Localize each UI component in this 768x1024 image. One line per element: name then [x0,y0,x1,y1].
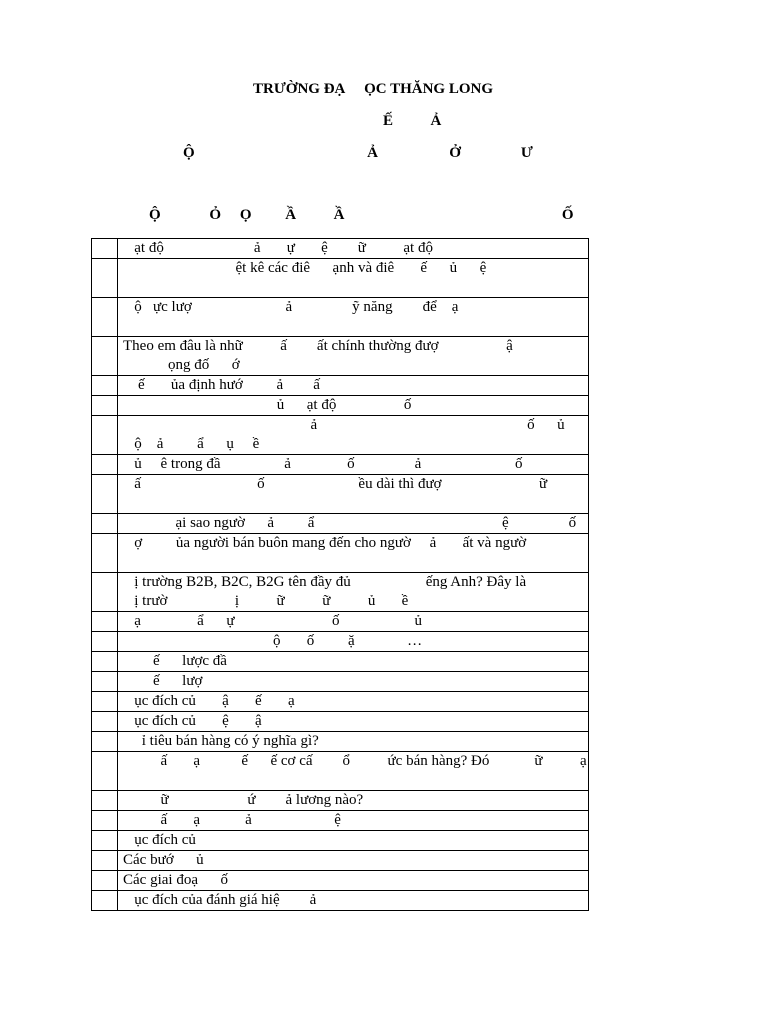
question-text: ữ ứ ả lương nào? [123,792,364,808]
row-number-cell [92,652,118,672]
table-row [92,475,589,514]
table-row [92,573,589,612]
question-text: ủ ê trong đầ ả ố ả ố [123,456,523,472]
question-cell [118,573,589,612]
question-text: Theo em đâu là nhữ ấ ất chính thường đượ ậ [123,338,513,354]
row-number-cell [92,475,118,514]
question-cell [118,416,589,455]
row-number-cell [92,612,118,632]
question-text: ủ ạt độ ố [123,397,412,413]
question-text: ế ủa định hướ ả ấ [123,377,320,393]
question-cell [118,632,589,652]
row-number-cell [92,811,118,831]
document-title: TRƯỜNG ĐẠ ỌC THĂNG LONG [253,81,494,97]
table-row [92,851,589,871]
question-text: ị trường B2B, B2C, B2G tên đầy đủ ếng Anh? Đây là [123,574,527,590]
row-number-cell [92,672,118,692]
question-cell [118,475,589,514]
table-row [92,871,589,891]
row-number-cell [92,259,118,298]
table-row [92,692,589,712]
row-number-cell [92,534,118,573]
table-row [92,298,589,337]
question-text: ục đích củ ậ ế ạ [123,693,295,709]
table-row [92,376,589,396]
question-cell [118,376,589,396]
row-number-cell [92,337,118,376]
question-cell [118,259,589,298]
question-text: ệt kê các điê ạnh và điê ế ủ ệ [123,260,487,276]
question-text: ộ ố ặ … [123,633,423,649]
question-cell [118,831,589,851]
question-cell [118,672,589,692]
row-number-cell [92,692,118,712]
table-row [92,732,589,752]
row-number-cell [92,831,118,851]
question-text: ợ ủa người bán buôn mang đến cho ngườ ả ất và ngườ [123,535,527,551]
question-text: ộ ực lượ ả ỹ năng để ạ [123,299,459,315]
row-number-cell [92,851,118,871]
document-heading: Ộ Ả Ở Ư [183,145,533,161]
question-cell [118,514,589,534]
row-number-cell [92,416,118,455]
question-cell [118,712,589,732]
question-text: ạ ẩ ự ố ủ [123,613,422,629]
table-row [92,514,589,534]
table-row [92,239,589,259]
question-text: ế lược đầ [123,653,227,669]
row-number-cell [92,396,118,416]
question-text: ục đích củ [123,832,196,848]
question-cell [118,791,589,811]
table-row [92,712,589,732]
question-text: ả ố ủ [123,417,565,433]
row-number-cell [92,376,118,396]
question-table [91,238,589,911]
question-cell [118,871,589,891]
row-number-cell [92,455,118,475]
question-cell [118,612,589,632]
question-cell [118,239,589,259]
document-subtitle: Ế Ả [383,113,442,129]
question-cell [118,811,589,831]
question-text: ại sao ngườ ả ẩ ệ ố [123,515,577,531]
table-row [92,672,589,692]
row-number-cell [92,891,118,911]
question-cell [118,455,589,475]
table-row [92,455,589,475]
question-text: ỉ tiêu bán hàng có ý nghĩa gì? [123,733,319,749]
question-text: ấ ố ều dài thì đượ ữ [123,476,548,492]
table-row [92,791,589,811]
question-text: ấ ạ ế ế cơ cấ ổ ức bán hàng? Đó ữ ạ [123,753,587,769]
question-text: ấ ạ ả ệ [123,812,341,828]
table-row [92,534,589,573]
question-cell [118,851,589,871]
question-table-body [92,239,589,911]
question-text: Các bướ ủ [123,852,204,868]
table-row [92,811,589,831]
question-text-continued: ộ ả ẩ ụ ề [123,436,260,452]
question-text: ục đích củ ệ ậ [123,713,262,729]
table-row [92,396,589,416]
table-row [92,259,589,298]
question-cell [118,337,589,376]
row-number-cell [92,752,118,791]
question-cell [118,732,589,752]
row-number-cell [92,632,118,652]
table-row [92,612,589,632]
table-row [92,337,589,376]
question-text-continued: ị trườ ị ữ ữ ủ ề [123,593,409,609]
question-cell [118,396,589,416]
row-number-cell [92,573,118,612]
table-row [92,831,589,851]
question-cell [118,298,589,337]
row-number-cell [92,298,118,337]
table-row [92,416,589,455]
question-text: Các giai đoạ ố [123,872,228,888]
question-text-continued: ọng đố ớ [123,357,240,373]
row-number-cell [92,239,118,259]
question-text: ế lượ [123,673,203,689]
row-number-cell [92,732,118,752]
question-cell [118,652,589,672]
table-row [92,652,589,672]
question-cell [118,692,589,712]
table-row [92,752,589,791]
row-number-cell [92,791,118,811]
table-row [92,632,589,652]
row-number-cell [92,514,118,534]
section-heading: Ộ Ỏ Ọ Ầ Ầ Ố [149,207,574,223]
row-number-cell [92,712,118,732]
table-row [92,891,589,911]
question-text: ục đích của đánh giá hiệ ả [123,892,317,908]
question-text: ạt độ ả ự ệ ữ ạt độ [123,240,433,256]
question-cell [118,891,589,911]
row-number-cell [92,871,118,891]
question-cell [118,752,589,791]
question-cell [118,534,589,573]
